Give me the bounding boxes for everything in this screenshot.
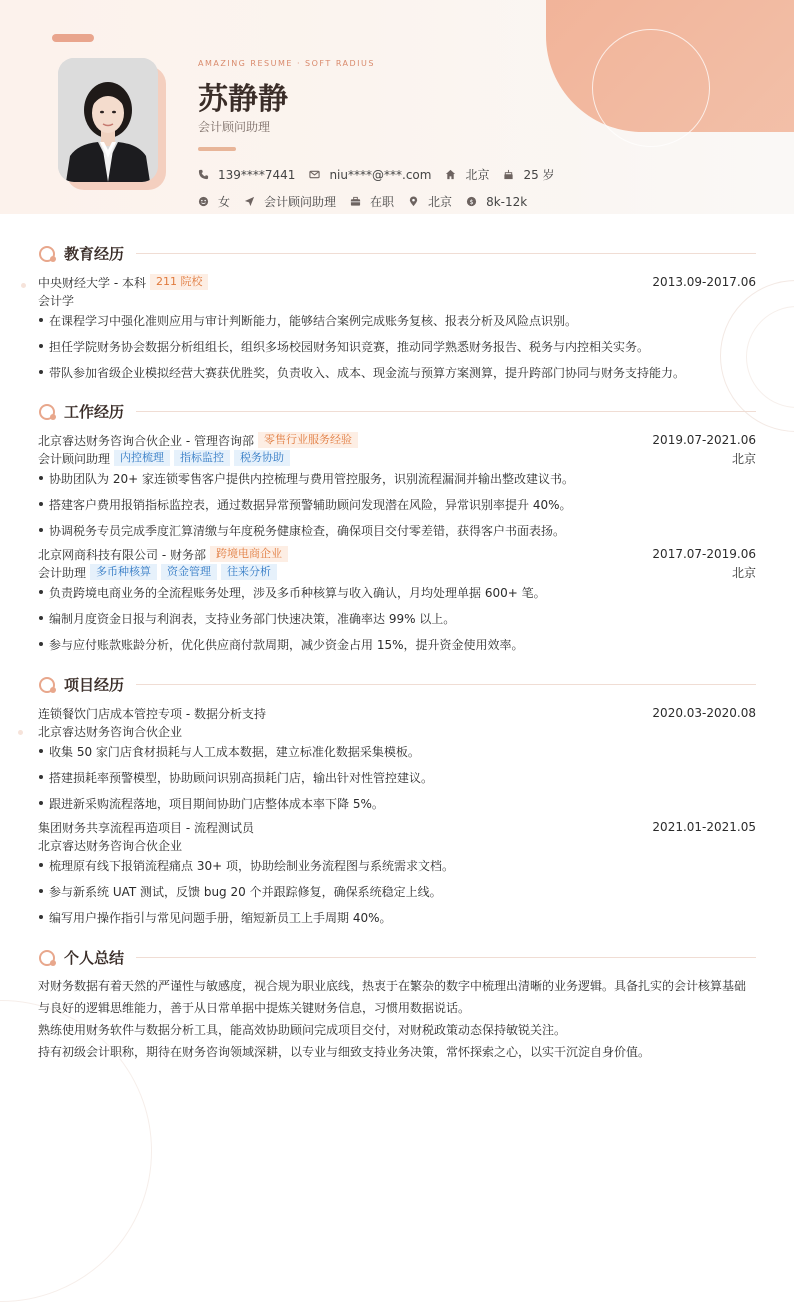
status-text: 在职 <box>370 195 395 209</box>
list-item: 编制月度资金日报与利润表，支持业务部门快速决策，准确率达 99% 以上。 <box>38 610 756 626</box>
decorative-dot <box>21 283 26 288</box>
major-name: 会计学 <box>38 293 75 308</box>
mail-icon <box>309 169 320 180</box>
company-name: 北京睿达财务咨询合伙企业 - 管理咨询部 <box>38 433 254 448</box>
section-title-text: 工作经历 <box>64 403 125 421</box>
skill-tag: 资金管理 <box>161 564 217 580</box>
list-item: 编写用户操作指引与常见问题手册，缩短新员工上手周期 40%。 <box>38 909 756 925</box>
company-name: 北京网商科技有限公司 - 财务部 <box>38 547 206 562</box>
city-item <box>445 166 489 183</box>
education-header <box>38 273 756 291</box>
section-divider <box>136 957 756 958</box>
list-item: 收集 50 家门店食材损耗与人工成本数据，建立标准化数据采集模板。 <box>38 743 756 759</box>
email-text: niu****@***.com <box>329 167 432 182</box>
section-title-text: 教育经历 <box>64 245 125 263</box>
city-text: 北京 <box>465 168 490 182</box>
contact-row <box>198 166 569 183</box>
list-item: 在课程学习中强化准则应用与审计判断能力，能够结合案例完成账务复核、报表分析及风险点识别。 <box>38 312 756 328</box>
summary-text <box>38 975 756 1063</box>
list-item: 参与新系统 UAT 测试，反馈 bug 20 个并跟踪修复，确保系统稳定上线。 <box>38 883 756 899</box>
location-pin-icon <box>408 196 419 207</box>
target-role-text: 会计顾问助理 <box>264 195 337 209</box>
section-work <box>38 401 756 422</box>
section-magnifier-icon <box>38 675 58 695</box>
job-date: 2019.07-2021.06 <box>652 433 756 447</box>
section-divider <box>136 253 756 254</box>
skill-tag: 税务协助 <box>234 450 290 466</box>
section-divider <box>136 411 756 412</box>
list-item: 协助团队为 20+ 家连锁零售客户提供内控梳理与费用管控服务，识别流程漏洞并输出整改建议书。 <box>38 470 756 486</box>
education-date: 2013.09-2017.06 <box>652 275 756 289</box>
skill-tag: 往来分析 <box>221 564 277 580</box>
section-divider <box>136 684 756 685</box>
phone-text: 139****7441 <box>218 167 296 182</box>
skill-tag: 指标监控 <box>174 450 230 466</box>
details-row <box>198 193 541 210</box>
project-date: 2021.01-2021.05 <box>652 820 756 834</box>
job-role-line <box>38 563 756 581</box>
summary-paragraph: 持有初级会计职称，期待在财务咨询领域深耕，以专业与细致支持业务决策，常怀探索之心，以实干沉淀自身价值。 <box>38 1045 651 1059</box>
project-name: 连锁餐饮门店成本管控专项 - 数据分析支持 <box>38 706 266 721</box>
project-org-line <box>38 722 756 740</box>
skill-tag: 多币种核算 <box>90 564 157 580</box>
list-item: 梳理原有线下报销流程痛点 30+ 项，协助绘制业务流程图与系统需求文档。 <box>38 857 756 873</box>
project-header <box>38 704 756 722</box>
section-magnifier-icon <box>38 402 58 422</box>
salary-text: 8k-12k <box>486 194 528 209</box>
target-role-item <box>244 193 336 210</box>
section-title-text: 项目经历 <box>64 676 125 694</box>
project-org: 北京睿达财务咨询合伙企业 <box>38 724 183 739</box>
project-org-line <box>38 836 756 854</box>
gender-icon <box>198 196 209 207</box>
section-magnifier-icon <box>38 948 58 968</box>
list-item: 参与应付账款账龄分析，优化供应商付款周期，减少资金占用 15%，提升资金使用效率。 <box>38 636 756 652</box>
section-projects <box>38 674 756 695</box>
gender-item <box>198 193 230 210</box>
decorative-dot <box>18 730 23 735</box>
candidate-title: 会计顾问助理 <box>198 120 271 134</box>
project-date: 2020.03-2020.08 <box>652 706 756 720</box>
phone-icon <box>198 169 209 180</box>
email-item <box>309 168 431 182</box>
summary-paragraph: 对财务数据有着天然的严谨性与敏感度，视合规为职业底线，热衷于在繁杂的数字中梳理出清晰的业务逻辑。具备扎实的会计核算基础与良好的逻辑思维能力，善于从日常单据中提炼关键财务信息，习惯用数据说话。 <box>38 979 747 1015</box>
school-tag: 211 院校 <box>150 274 209 290</box>
industry-tag: 零售行业服务经验 <box>258 432 358 448</box>
section-summary <box>38 947 756 968</box>
job-city: 北京 <box>731 451 756 466</box>
list-item: 协调税务专员完成季度汇算清缴与年度税务健康检查，确保项目交付零差错，获得客户书面表扬。 <box>38 522 756 538</box>
list-item: 搭建客户费用报销指标监控表，通过数据异常预警辅助顾问发现潜在风险，异常识别率提升 40%。 <box>38 496 756 512</box>
job-role: 会计助理 <box>38 565 87 580</box>
resume-tagline: AMAZING RESUME · SOFT RADIUS <box>198 59 375 68</box>
job-city: 北京 <box>731 565 756 580</box>
portrait-image <box>58 58 158 182</box>
section-education <box>38 243 756 264</box>
project-org: 北京睿达财务咨询合伙企业 <box>38 838 183 853</box>
briefcase-icon <box>350 196 361 207</box>
candidate-name: 苏静静 <box>198 82 288 117</box>
job-role: 会计顾问助理 <box>38 451 111 466</box>
age-item <box>503 166 554 183</box>
job-header <box>38 545 756 563</box>
accent-pill <box>52 34 94 42</box>
school-name: 中央财经大学 - 本科 <box>38 275 146 290</box>
list-item: 搭建损耗率预警模型，协助顾问识别高损耗门店，输出针对性管控建议。 <box>38 769 756 785</box>
decorative-circle <box>592 29 710 147</box>
skill-tag: 内控梳理 <box>114 450 170 466</box>
salary-item <box>466 195 527 209</box>
gender-text: 女 <box>218 195 231 209</box>
list-item: 跟进新采购流程落地，项目期间协助门店整体成本率下降 5%。 <box>38 795 756 811</box>
name-underline <box>198 147 236 151</box>
avatar-photo <box>58 58 158 182</box>
status-item <box>350 193 394 210</box>
list-item: 负责跨境电商业务的全流程账务处理，涉及多币种核算与收入确认，月均处理单据 600+ 笔。 <box>38 584 756 600</box>
project-name: 集团财务共享流程再造项目 - 流程测试员 <box>38 820 254 835</box>
project-header <box>38 818 756 836</box>
job-role-line <box>38 449 756 467</box>
list-item: 担任学院财务协会数据分析组组长，组织多场校园财务知识竞赛，推动同学熟悉财务报告、税务与内控相关实务。 <box>38 338 756 354</box>
industry-tag: 跨境电商企业 <box>210 546 288 562</box>
phone-item <box>198 168 295 182</box>
major-line <box>38 291 756 309</box>
work-city-item <box>408 193 452 210</box>
home-icon <box>445 169 456 180</box>
job-date: 2017.07-2019.06 <box>652 547 756 561</box>
send-icon <box>244 196 255 207</box>
salary-icon <box>466 196 477 207</box>
svg-text:$: $ <box>469 197 474 206</box>
section-title-text: 个人总结 <box>64 949 125 967</box>
section-magnifier-icon <box>38 244 58 264</box>
work-city-text: 北京 <box>428 195 453 209</box>
age-text: 25 岁 <box>523 168 555 182</box>
cake-icon <box>503 169 514 180</box>
summary-paragraph: 熟练使用财务软件与数据分析工具，能高效协助顾问完成项目交付，对财税政策动态保持敏锐关注。 <box>38 1023 567 1037</box>
job-header <box>38 431 756 449</box>
list-item: 带队参加省级企业模拟经营大赛获优胜奖，负责收入、成本、现金流与预算方案测算，提升跨部门协同与财务支持能力。 <box>38 364 756 380</box>
